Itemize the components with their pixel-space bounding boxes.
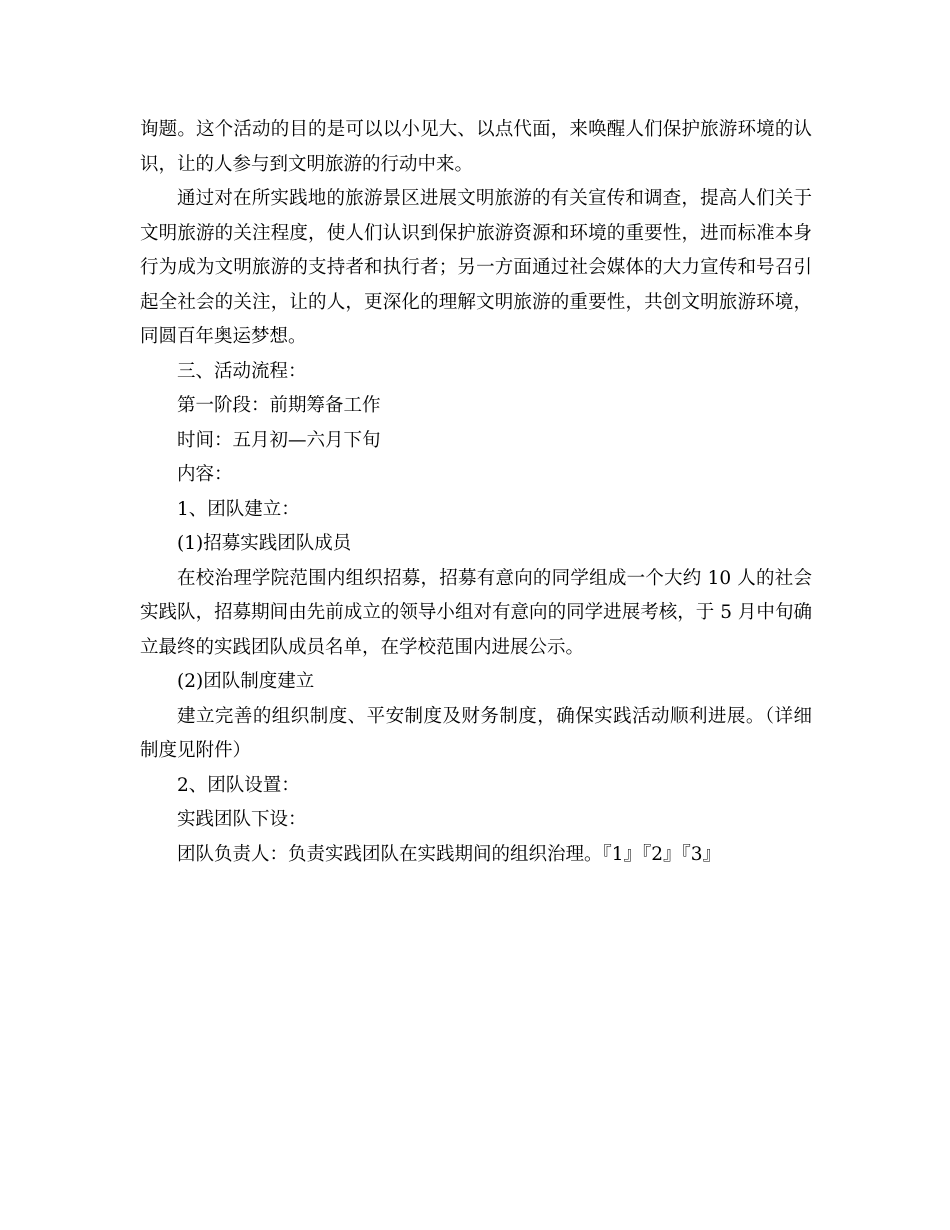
text-line: 内容： bbox=[177, 464, 233, 485]
text-line: 立最终的实践团队成员名单，在学校范围内进展公示。 bbox=[140, 636, 585, 658]
text-line: 实践团队下设： bbox=[177, 809, 307, 830]
stage-heading bbox=[140, 389, 812, 424]
list-heading bbox=[140, 493, 812, 528]
heading-text: 1、团队建立： bbox=[177, 498, 300, 520]
paragraph bbox=[140, 182, 812, 355]
text-line: 行为成为文明旅游的支持者和执行者；另一方面通过社会媒体的大力宣传和号召引 bbox=[140, 257, 812, 278]
document-body bbox=[140, 113, 812, 872]
text-line: 文明旅游的关注程度，使人们认识到保护旅游资源和环境的重要性，进而标准本身 bbox=[140, 222, 812, 244]
text-line: 实践队，招募期间由先前成立的领导小组对有意向的同学进展考核，于 5 月中旬确 bbox=[140, 602, 812, 623]
paragraph bbox=[140, 562, 812, 666]
paragraph bbox=[140, 700, 812, 769]
text-line: 询题。这个活动的目的是可以以小见大、以点代面，来唤醒人们保护旅游环境的认 bbox=[140, 119, 812, 140]
sub-heading bbox=[140, 527, 812, 562]
text-line: 时间：五月初—六月下旬 bbox=[177, 429, 381, 451]
text-line: 制度见附件） bbox=[140, 740, 252, 761]
heading-text: (2)团队制度建立 bbox=[177, 671, 315, 692]
content-label bbox=[140, 458, 812, 493]
heading-text: (1)招募实践团队成员 bbox=[177, 533, 352, 554]
heading-text: 第一阶段：前期筹备工作 bbox=[177, 395, 381, 416]
time-line bbox=[140, 424, 812, 459]
heading-text: 2、团队设置： bbox=[177, 774, 300, 796]
heading-text: 三、活动流程： bbox=[177, 360, 307, 382]
sub-heading bbox=[140, 665, 812, 700]
text-line: 建立完善的组织制度、平安制度及财务制度，确保实践活动顺利进展。（详细 bbox=[177, 705, 812, 727]
text-line: 团队负责人：负责实践团队在实践期间的组织治理。『1』『2』『3』 bbox=[177, 843, 722, 865]
text-line: 在校治理学院范围内组织招募，招募有意向的同学组成一个大约 10 人的社会 bbox=[177, 567, 812, 589]
text-line-block bbox=[140, 838, 812, 873]
text-line-block bbox=[140, 803, 812, 838]
section-heading bbox=[140, 355, 812, 390]
list-heading bbox=[140, 769, 812, 804]
paragraph bbox=[140, 113, 812, 182]
text-line: 同圆百年奥运梦想。 bbox=[140, 326, 307, 347]
text-line: 起全社会的关注，让的人，更深化的理解文明旅游的重要性，共创文明旅游环境， bbox=[140, 291, 812, 313]
text-line: 识，让的人参与到文明旅游的行动中来。 bbox=[140, 153, 474, 175]
text-line: 通过对在所实践地的旅游景区进展文明旅游的有关宣传和调查，提高人们关于 bbox=[177, 188, 812, 209]
